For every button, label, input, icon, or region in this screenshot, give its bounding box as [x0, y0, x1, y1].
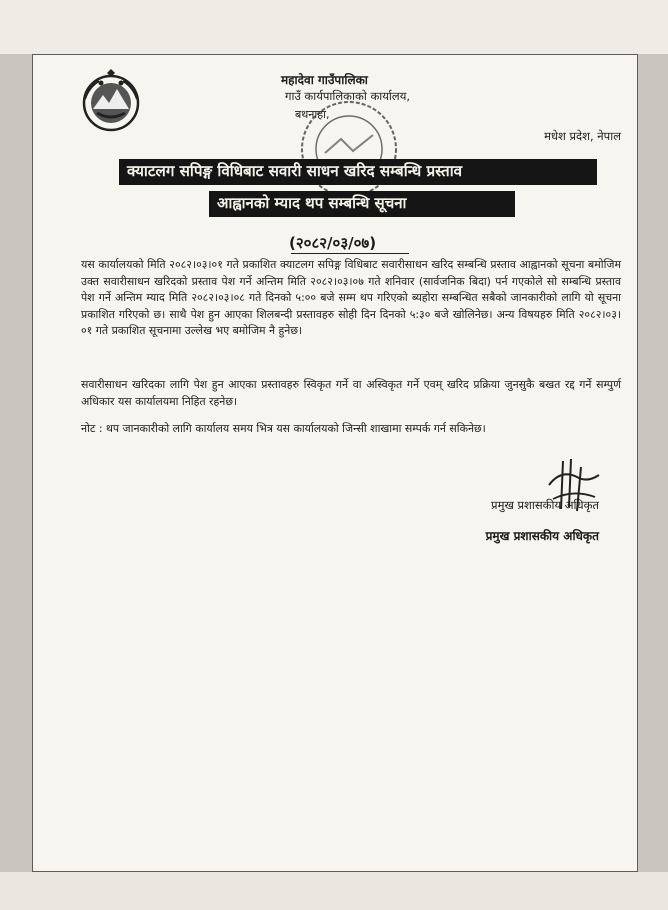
signatory-designation-bold: प्रमुख प्रशासकीय अधिकृत — [485, 529, 599, 543]
province-label: मधेश प्रदेश, नेपाल — [544, 129, 621, 143]
notice-title: क्याटलग सपिङ्ग विधिबाट सवारी साधन खरिद सम्बन्धि प्रस्ताव — [119, 159, 597, 185]
date-underline — [291, 253, 409, 254]
nepal-government-emblem-icon — [79, 69, 143, 133]
office-name: गाउँ कार्यपालिकाको कार्यालय, — [285, 89, 411, 103]
notice-paragraph-2: सवारीसाधन खरिदका लागि पेश हुन आएका प्रस्तावहरु स्विकृत गर्ने वा अस्विकृत गर्ने एवम् खरिद प्रक्रिया जुनसुकै बखत रद्द गर्ने सम्पुर्ण अधिकार यस कार्यालयमा निहित रहनेछ। — [81, 378, 621, 408]
municipality-name: महादेवा गाउँपालिका — [281, 73, 368, 87]
notice-document — [32, 54, 638, 872]
notice-subtitle: आह्वानको म्याद थप सम्बन्धि सूचना — [209, 191, 515, 217]
notice-paragraph-1: यस कार्यालयको मिति २०८२।०३।०१ गते प्रकाशित क्याटलग सपिङ्ग विधिबाट सवारीसाधन खरिद सम्बन्धि प्रस्ताव आह्वानको सूचना बमोजिम उक्त सवारीसाधन खरिदको प्रस्ताव पेश गर्ने अन्तिम मिति २०८२।०३।०७ गते शनिवार (सार्वजनिक बिदा) पर्न गएकोले सो सम्बन्धि प्रस्ताव पेश गर्ने अन्तिम म्याद मिति २०८२।०३।०८ गते दिनको ५:०० बजे सम्म थप गरिएको ब्यहोरा सम्बन्धित सबैको जानकारीको लागि यो सूचना प्रकाशित गरिएको छ। साथै पेश हुन आएका शिलबन्दी प्रस्तावहरु सोही दिन दिनको ५:३० बजे खोलिनेछ। अन्य विषयहरु मिति २०८२।०३।०१ गते प्रकाशित सूचनामा उल्लेख भए बमोजिम नै हुनेछ। — [81, 258, 621, 338]
scan-bottom-margin — [0, 872, 668, 910]
office-stamp-icon — [295, 95, 403, 203]
office-address: बथनाहा, — [295, 108, 330, 121]
notice-note: नोट : थप जानकारीको लागि कार्यालय समय भित्र यस कार्यालयको जिन्सी शाखामा सम्पर्क गर्न सकिनेछ। — [81, 422, 486, 435]
scan-top-margin — [0, 0, 668, 54]
notice-date: (२०८२/०३/०७) — [289, 234, 377, 252]
signatory-designation: प्रमुख प्रशासकीय अधिकृत — [491, 498, 599, 512]
